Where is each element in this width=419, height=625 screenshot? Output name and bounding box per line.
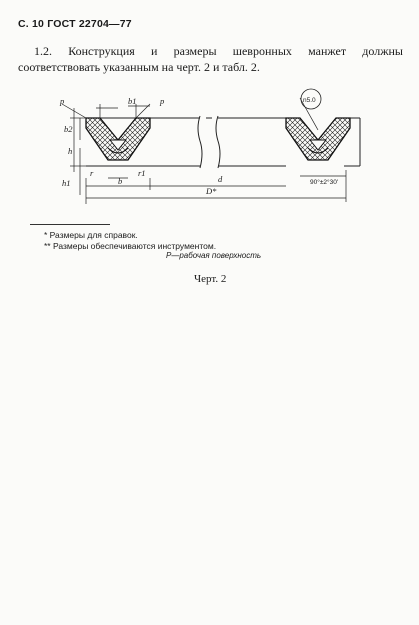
label-d: d — [218, 174, 223, 184]
left-chevron-section — [86, 118, 150, 160]
label-r1: r1 — [138, 168, 146, 178]
label-p-left: p — [60, 96, 65, 106]
label-b: b — [118, 176, 123, 186]
figure-caption: Черт. 2 — [194, 273, 227, 285]
footnote-1: * Размеры для справок. — [44, 230, 138, 240]
label-h: h — [68, 146, 73, 156]
footnote-rule — [30, 224, 110, 225]
roughness-label: n5.0 — [303, 97, 316, 104]
label-b2: b2 — [64, 124, 73, 134]
page-header: С. 10 ГОСТ 22704—77 — [18, 18, 132, 30]
label-h1: h1 — [62, 178, 71, 188]
right-chevron-section — [286, 118, 350, 160]
body-paragraph: 1.2. Конструкция и размеры шевронных манжет должны соответствовать указанным на черт. 2 и табл. 2. — [18, 44, 403, 74]
footnote-2: ** Размеры обеспечиваются инструментом. — [44, 241, 217, 251]
label-D: D* — [206, 186, 217, 196]
label-angle: 90°±2°30' — [310, 179, 339, 186]
label-b1: b1 — [128, 96, 137, 106]
footnotes — [44, 230, 216, 252]
working-surface-note: P—рабочая поверхность — [166, 251, 262, 260]
label-p-right: p — [160, 96, 165, 106]
label-r: r — [90, 168, 94, 178]
